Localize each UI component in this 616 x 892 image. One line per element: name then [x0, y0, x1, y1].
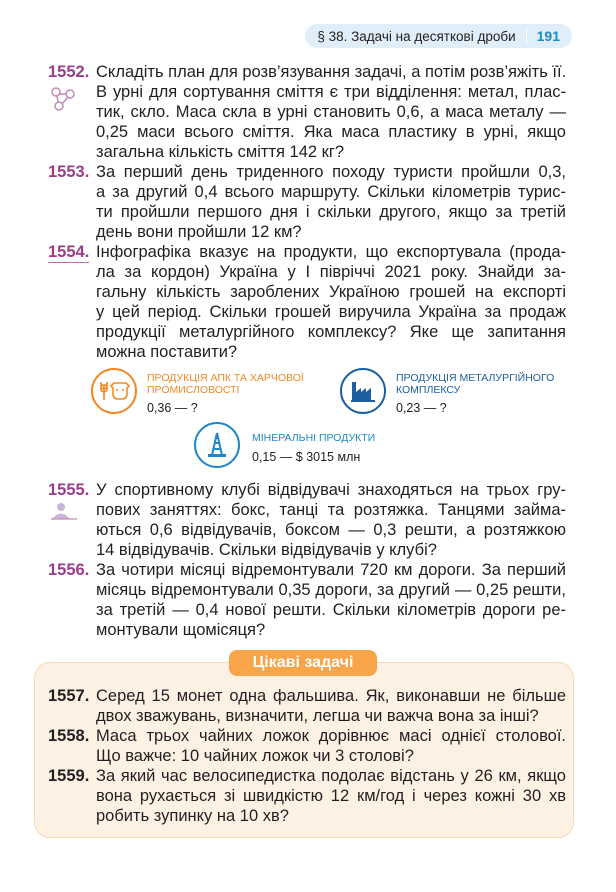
text-line: Складіть план для розв’язування задачі, а потім розв’яжіть її. [96, 63, 567, 81]
page-number: 191 [526, 28, 560, 44]
problem-number: 1557. [48, 687, 90, 705]
problem-text [96, 480, 566, 560]
infographic-value: 0,15 — $ 3015 млн [252, 450, 361, 464]
problem-text [96, 766, 566, 826]
text-line: у цей період. Скільки грошей виручила Україна за продаж [96, 303, 566, 321]
infographic-caption: МІНЕРАЛЬНІ ПРОДУКТИ [252, 432, 376, 444]
text-line: 0,25 маси всього сміття. Яка маса пластику в урні, якщо [96, 123, 566, 141]
problem-1556 [48, 560, 566, 640]
problem-text [96, 560, 566, 640]
text-line: пових заняттях: бокс, танці та розтяжка. Танцями займа- [96, 501, 566, 519]
text-line: За перший день триденного походу туристи пройшли 0,3, [96, 163, 566, 181]
oil-rig-icon [194, 422, 240, 468]
problem-number: 1554. [48, 243, 90, 261]
text-line: гальну кількість зароблених Україною грошей на експорті [96, 283, 566, 301]
infographic-caption: КОМПЛЕКСУ [396, 384, 461, 396]
text-line: тик, скло. Маса скла в урні становить 0,6, а маса металу — [96, 103, 566, 121]
people-icon [50, 502, 78, 520]
text-line: місяць відремонтували 0,35 дороги, за другий — 0,25 решти, [96, 581, 566, 599]
text-line: день вони пройшли 12 км? [96, 223, 302, 241]
text-line: двох зважувань, визначити, легша чи важча вона за інші? [96, 707, 539, 725]
text-line: ла за кордон) Україна у І півріччі 2021 року. Знайди за- [96, 263, 566, 281]
infographic-caption: ПРОДУКЦІЯ МЕТАЛУРГІЙНОГО [396, 372, 555, 384]
text-line: ються 0,6 відвідувачів, боксом — 0,3 решти, а розтяжкою [96, 521, 566, 539]
problem-number: 1553. [48, 163, 90, 181]
problem-text [96, 162, 566, 242]
problem-number: 1556. [48, 561, 90, 579]
infographic-value: 0,23 — ? [396, 401, 447, 415]
text-line: а за другий 0,4 всього маршруту. Скільки кілометрів турис- [96, 183, 566, 201]
text-line: загальна кількість сміття 142 кг? [96, 143, 345, 161]
text-line: 14 відвідувачів. Скільки відвідувачів у клубі? [96, 541, 437, 559]
text-line: за третій — 0,4 нової решти. Скільки кілометрів дороги ре- [96, 601, 566, 619]
network-icon [50, 86, 76, 112]
problem-text [96, 686, 566, 726]
problem-1557 [48, 686, 566, 726]
problem-number: 1558. [48, 727, 90, 745]
problem-text [96, 242, 566, 362]
problem-number: 1559. [48, 767, 90, 785]
text-line: ти пройшли першого дня і скільки другого, якщо за третій [96, 203, 566, 221]
text-line: Інфографіка вказує на продукти, що експортувала (прода- [96, 243, 566, 261]
problem-1553 [48, 162, 566, 242]
problem-1559 [48, 766, 566, 826]
text-line: В урні для сортування сміття є три відділення: метал, плас- [96, 83, 566, 101]
text-line: вона рухається зі швидкістю 12 км/год і через кожні 30 хв [96, 787, 566, 805]
problem-1555 [48, 480, 566, 560]
infographic-value: 0,36 — ? [147, 401, 198, 415]
text-line: За який час велосипедистка подолає відстань у 26 км, якщо [96, 767, 566, 785]
text-line: За чотири місяці відремонтували 720 км дороги. За перший [96, 561, 566, 579]
problem-1554 [48, 242, 566, 362]
text-line: робить зупинку на 10 хв? [96, 807, 289, 825]
infographic-caption: ПРОМИСЛОВОСТІ [147, 384, 240, 396]
problem-number: 1555. [48, 481, 90, 499]
problem-text [96, 62, 566, 162]
text-line: У спортивному клубі відвідувачі знаходяться на трьох гру- [96, 481, 566, 499]
text-line: Серед 15 монет одна фальшива. Як, виконавши не більше [96, 687, 566, 705]
problem-1552 [48, 62, 566, 162]
text-line: можна поставити? [96, 343, 238, 361]
interesting-problems-title: Цікаві задачі [229, 650, 377, 676]
problem-1558 [48, 726, 566, 766]
problem-text [96, 726, 566, 766]
infographic-caption: ПРОДУКЦІЯ АПК ТА ХАРЧОВОЇ [147, 372, 304, 384]
text-line: Маса трьох чайних ложок дорівнює масі однієї столової. [96, 727, 566, 745]
factory-icon [340, 368, 386, 414]
section-title: § 38. Задачі на десяткові дроби [317, 28, 516, 44]
text-line: продукції металургійного комплексу? Яке ще запитання [96, 323, 566, 341]
page-header [305, 24, 572, 48]
text-line: монтували щомісяця? [96, 621, 266, 639]
text-line: Що важче: 10 чайних ложок чи 3 столові? [96, 747, 414, 765]
wheat-cow-icon [91, 368, 137, 414]
problem-number: 1552. [48, 63, 90, 81]
